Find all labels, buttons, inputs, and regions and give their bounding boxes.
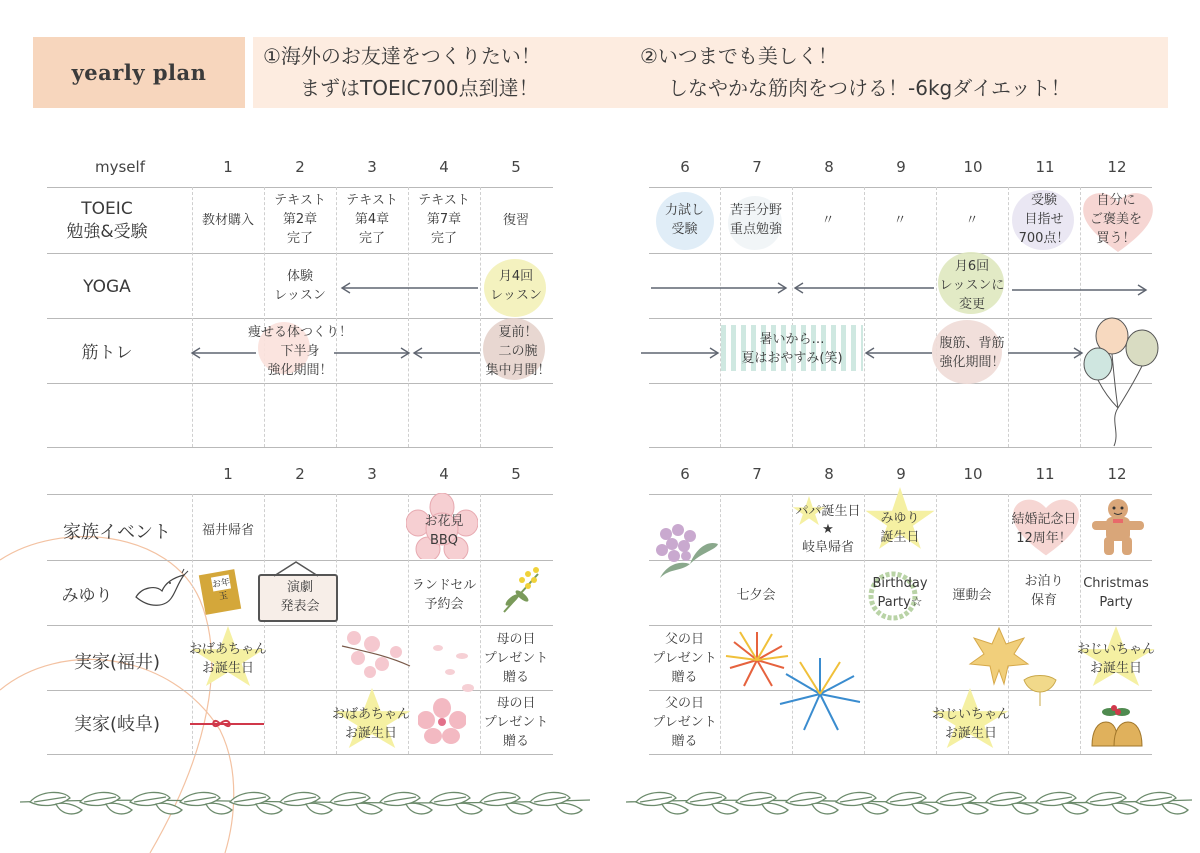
top-month-header: 4 bbox=[439, 158, 449, 176]
toeic-cell-m9: 〃 bbox=[893, 213, 907, 228]
toeic-cell-m10: 〃 bbox=[965, 213, 979, 228]
bottom-month-header: 5 bbox=[511, 465, 521, 483]
bottom-month-header: 8 bbox=[824, 465, 834, 483]
bottom-month-header: 11 bbox=[1035, 465, 1055, 483]
fukui-cell-m5: 母の日 プレゼント 贈る bbox=[483, 632, 549, 685]
row-label-miyuri: みゆり bbox=[61, 586, 113, 606]
sign-string bbox=[270, 559, 322, 577]
otoshidama-tag: お年玉 bbox=[211, 575, 231, 592]
yoga-cell-m5: 月4回 レッスン bbox=[490, 269, 542, 303]
row-label-toeic: TOEIC 勉強&受験 bbox=[66, 199, 148, 242]
toeic-cell-m6: 力試し 受験 bbox=[664, 203, 704, 237]
family-cell-m8b: ★ bbox=[822, 522, 834, 537]
goal2-line1: ②いつまでも美しく！ bbox=[640, 44, 838, 68]
fukui-cell-m1: おばあちゃん お誕生日 bbox=[188, 642, 267, 676]
bottom-month-header: 6 bbox=[680, 465, 690, 483]
toeic-cell-m11: 受験 目指せ 700点！ bbox=[1018, 193, 1070, 246]
bottom-month-header: 4 bbox=[439, 465, 449, 483]
toeic-cell-m5: 復習 bbox=[502, 213, 529, 228]
bottom-month-header: 10 bbox=[963, 465, 983, 483]
family-cell-m9: みゆり 誕生日 bbox=[880, 511, 920, 545]
row-label-fukui: 実家(福井) bbox=[73, 652, 161, 673]
sakura-flower-icon bbox=[418, 698, 466, 744]
row-label-gifu: 実家(岐阜) bbox=[73, 714, 161, 735]
bells-icon bbox=[1086, 700, 1146, 752]
miyuri-cell-m2: 演劇 発表会 bbox=[280, 580, 320, 614]
gifu-cell-m3: おばあちゃん お誕生日 bbox=[331, 707, 410, 741]
top-month-header: 11 bbox=[1035, 158, 1055, 176]
bottom-month-header: 1 bbox=[223, 465, 233, 483]
gifu-cell-m6: 父の日 プレゼント 贈る bbox=[652, 696, 717, 749]
family-cell-m1: 福井帰省 bbox=[201, 523, 254, 538]
top-month-header: 2 bbox=[295, 158, 305, 176]
top-month-header: 10 bbox=[963, 158, 983, 176]
top-month-header: 8 bbox=[824, 158, 834, 176]
goal1-line2: まずはTOEIC700点到達！ bbox=[300, 76, 539, 100]
family-cell-m8c: 岐阜帰省 bbox=[801, 540, 854, 555]
goal2-line2: しなやかな筋肉をつける！-6kgダイエット！ bbox=[668, 76, 1071, 100]
row-label-family: 家族イベント bbox=[63, 522, 171, 543]
leaf-garland-left bbox=[20, 786, 590, 820]
fukui-cell-m12: おじいちゃん お誕生日 bbox=[1076, 642, 1155, 676]
bottom-month-header: 2 bbox=[295, 465, 305, 483]
gifu-cell-m10: おじいちゃん お誕生日 bbox=[931, 707, 1010, 741]
top-month-header: 12 bbox=[1107, 158, 1127, 176]
mizuhiki-icon bbox=[190, 714, 264, 734]
miyuri-cell-m4: ランドセル 予約会 bbox=[411, 578, 477, 612]
kintore-cell-m7: 暑いから… 夏はおやすみ(笑) bbox=[741, 332, 843, 366]
yoga-cell-m2: 体験 レッスン bbox=[274, 269, 326, 303]
goal1-line1: ①海外のお友達をつくりたい！ bbox=[263, 44, 541, 68]
toeic-cell-m4: テキスト 第7章 完了 bbox=[418, 193, 470, 246]
toeic-cell-m3: テキスト 第4章 完了 bbox=[346, 193, 398, 246]
miyuri-cell-m7: 七夕会 bbox=[736, 588, 776, 603]
miyuri-cell-m10: 運動会 bbox=[952, 588, 992, 603]
yoga-cell-m10: 月6回 レッスンに 変更 bbox=[939, 259, 1005, 312]
row-label-yoga: YOGA bbox=[83, 277, 131, 297]
row-label-kintore: 筋トレ bbox=[81, 343, 133, 363]
kintore-cell-m2: 痩せる体つくり！ 下半身 強化期間！ bbox=[247, 325, 352, 378]
top-month-header: 5 bbox=[511, 158, 521, 176]
top-month-header: 9 bbox=[896, 158, 906, 176]
miyuri-cell-m11: お泊り 保育 bbox=[1024, 574, 1064, 608]
bottom-month-header: 3 bbox=[367, 465, 377, 483]
petals-icon bbox=[428, 640, 478, 696]
bottom-month-header: 9 bbox=[896, 465, 906, 483]
hydrangea-icon bbox=[650, 516, 720, 586]
fukui-cell-m6: 父の日 プレゼント 贈る bbox=[652, 632, 717, 685]
top-month-header: 1 bbox=[223, 158, 233, 176]
top-month-header: 3 bbox=[367, 158, 377, 176]
toeic-cell-m1: 教材購入 bbox=[201, 213, 254, 228]
bottom-month-header: 7 bbox=[752, 465, 762, 483]
gingerbread-icon bbox=[1090, 497, 1146, 557]
kintore-cell-m5: 夏前！ 二の腕 集中月間！ bbox=[485, 325, 551, 378]
dove-icon bbox=[132, 567, 190, 617]
family-cell-m11: 結婚記念日 12周年！ bbox=[1011, 512, 1077, 546]
toeic-cell-m12: 自分に ご褒美を 買う！ bbox=[1089, 193, 1142, 246]
fireworks-icon bbox=[774, 654, 866, 734]
top-month-header: 7 bbox=[752, 158, 762, 176]
sakura-icon bbox=[338, 626, 412, 684]
family-cell-m8a: パパ誕生日 bbox=[795, 504, 861, 519]
toeic-cell-m2: テキスト 第2章 完了 bbox=[274, 193, 326, 246]
miyuri-cell-m9: Birthday Party☆ bbox=[872, 576, 928, 610]
kintore-cell-m10: 腹筋、背筋 強化期間！ bbox=[939, 336, 1005, 370]
bottom-month-header: 12 bbox=[1107, 465, 1127, 483]
mimosa-icon bbox=[498, 566, 544, 616]
gifu-cell-m5: 母の日 プレゼント 贈る bbox=[483, 696, 549, 749]
top-month-header: 6 bbox=[680, 158, 690, 176]
family-cell-m4: お花見 BBQ bbox=[424, 514, 464, 548]
page-title: yearly plan bbox=[71, 60, 207, 85]
toeic-cell-m8: 〃 bbox=[821, 213, 835, 228]
corner-label: myself bbox=[95, 158, 145, 176]
ginkgo-leaf-icon bbox=[1020, 670, 1060, 710]
toeic-cell-m7: 苦手分野 重点勉強 bbox=[729, 203, 782, 237]
leaf-garland-right bbox=[626, 786, 1192, 820]
miyuri-cell-m12: Christmas Party bbox=[1083, 576, 1149, 610]
